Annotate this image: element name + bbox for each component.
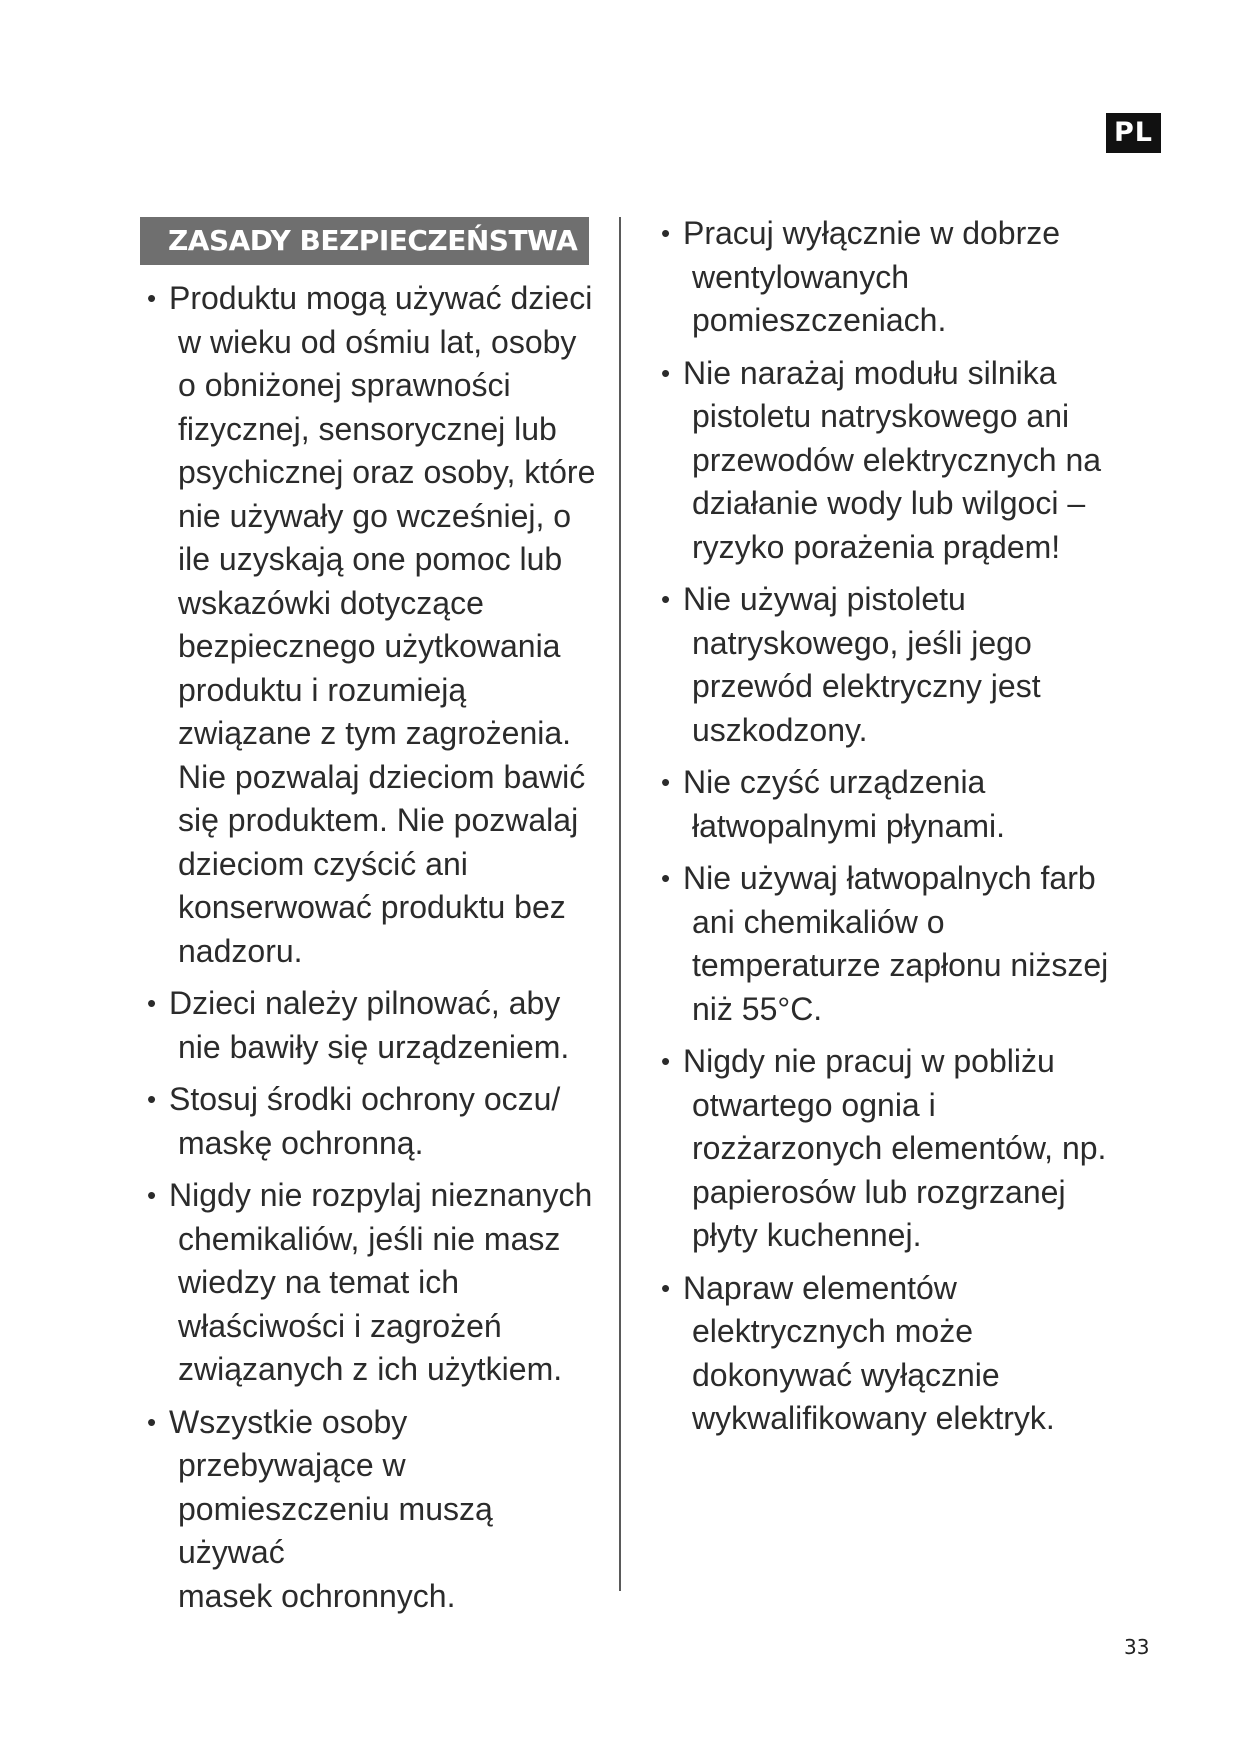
- list-item: • Nie czyść urządzenia łatwopalnymi płynami.: [661, 761, 1131, 848]
- safety-list-right: [661, 212, 1131, 1450]
- list-item: • Nigdy nie rozpylaj nieznanych chemikaliów, jeśli nie masz wiedzy na temat ich właściwości i zagrożeń związanych z ich użytkiem.: [147, 1174, 607, 1392]
- list-item: • Produktu mogą używać dzieci w wieku od ośmiu lat, osoby o obniżonej sprawności fizycznej, sensorycznej lub psychicznej oraz osoby, które nie używały go wcześniej, o ile uzyskają one pomoc lub wskazówki dotyczące bezpiecznego użytkowania produktu i rozumieją związane z tym zagrożenia. Nie pozwalaj dzieciom bawić się produktem. Nie pozwalaj dzieciom czyścić ani konserwować produktu bez nadzoru.: [147, 277, 607, 973]
- section-title: ZASADY BEZPIECZEŃSTWA: [140, 217, 589, 265]
- list-item: • Napraw elementów elektrycznych może dokonywać wyłącznie wykwalifikowany elektryk.: [661, 1267, 1131, 1441]
- page-number: 33: [1124, 1635, 1150, 1659]
- column-divider: [619, 217, 621, 1591]
- list-item: • Dzieci należy pilnować, aby nie bawiły się urządzeniem.: [147, 982, 607, 1069]
- safety-list-left: [147, 277, 607, 1627]
- list-item: • Pracuj wyłącznie w dobrze wentylowanych pomieszczeniach.: [661, 212, 1131, 343]
- list-item: • Wszystkie osoby przebywające w pomieszczeniu muszą używać masek ochronnych.: [147, 1401, 607, 1619]
- language-badge: PL: [1106, 113, 1161, 153]
- list-item: • Stosuj środki ochrony oczu/ maskę ochronną.: [147, 1078, 607, 1165]
- list-item: • Nie używaj pistoletu natryskowego, jeśli jego przewód elektryczny jest uszkodzony.: [661, 578, 1131, 752]
- list-item: • Nigdy nie pracuj w pobliżu otwartego ognia i rozżarzonych elementów, np. papierosów lub rozgrzanej płyty kuchennej.: [661, 1040, 1131, 1258]
- list-item: • Nie używaj łatwopalnych farb ani chemikaliów o temperaturze zapłonu niższej niż 55°C.: [661, 857, 1131, 1031]
- list-item: • Nie narażaj modułu silnika pistoletu natryskowego ani przewodów elektrycznych na działanie wody lub wilgoci – ryzyko porażenia prądem!: [661, 352, 1131, 570]
